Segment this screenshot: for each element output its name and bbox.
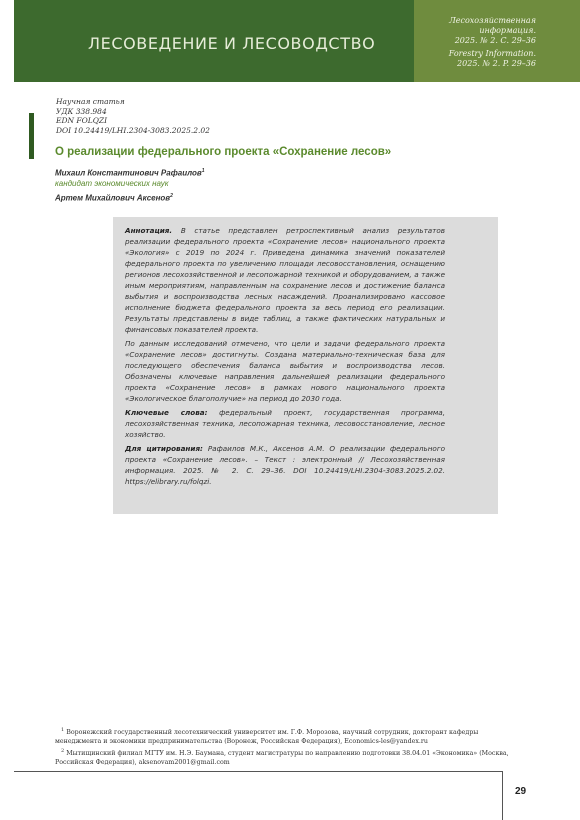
- journal-info: [414, 16, 536, 69]
- abstract-content: [125, 225, 445, 490]
- author-2-name: Артем Михайлович Аксенов: [55, 193, 171, 203]
- keywords-text: федеральный проект, государственная программа, лесохозяйственная техника, лесопожарная техника, лесовосстановление, лесное хозяйство.: [125, 408, 445, 439]
- footnote-1-text: Воронежский государственный лесотехнический университет им. Г.Ф. Морозова, научный сотрудник, докторант кафедры менеджмента и экономики предпринимательства (Воронеж, Российская Федерация), Economics-les@yandex.ru: [55, 729, 479, 746]
- abstract-label: Аннотация.: [125, 226, 173, 235]
- article-meta: [56, 97, 210, 135]
- footnote-2: [55, 747, 515, 768]
- udk: УДК 338.984: [56, 106, 107, 116]
- footnote-2-text: Мытищинский филиал МГТУ им. Н.Э. Баумана, студент магистратуры по направлению подготовки 38.04.01 «Экономика» (Москва, Российская Федерация), aksenovam2001@gmail.com: [55, 749, 509, 767]
- author-2: [55, 193, 173, 203]
- page-number-rule: [502, 771, 503, 820]
- journal-en-line1: Forestry Information.: [448, 49, 536, 58]
- abstract-text-1: В статье представлен ретроспективный анализ результатов реализации федерального проекта «Сохранение лесов» национального проекта «Экология» с 2019 по 2024 г. Приведена динамика значений показателей федерального проекта по увеличению площади лесовосстановления, оснащению регионов лесохозяйственной и лесопожарной техникой и оборудованием, а также иным мероприятиям, направленным на сохранение лесов и достижение баланса выбытия и воспроизводства лесных насаждений. Проанализировано кассовое исполнение бюджета федерального проекта за весь период его реализации. Результаты представлены в виде таблиц, а также фактических натуральных и финансовых показателей проекта.: [125, 226, 445, 334]
- footer-rule: [14, 771, 502, 772]
- page-number: 29: [515, 786, 527, 797]
- abstract-box: [113, 217, 498, 514]
- author-1-name: Михаил Константинович Рафаилов: [55, 168, 202, 178]
- author-1-sup: 1: [201, 168, 205, 174]
- journal-ru-line1: Лесохозяйственная информация.: [449, 16, 536, 35]
- article-type: Научная статья: [56, 97, 125, 106]
- journal-ru-line2: 2025. № 2. С. 29–36: [454, 36, 536, 45]
- citation: [125, 443, 445, 487]
- abstract-para-1: [125, 225, 445, 335]
- keywords: [125, 407, 445, 440]
- footnotes: [55, 726, 515, 767]
- footnote-1-num: 1: [61, 727, 65, 733]
- journal-info-panel: [414, 0, 580, 82]
- article-title: О реализации федерального проекта «Сохранение лесов»: [55, 146, 392, 158]
- footnote-2-num: 2: [61, 747, 65, 754]
- abstract-para-2: По данным исследований отмечено, что цели и задачи федерального проекта «Сохранение лесов» достигнуты. Создана материально-техническая база для последующего обеспечения баланса выбытия и воспроизводства лесов. Обозначены ключевые направления дальнейшей реализации федерального проекта «Сохранение лесов» в рамках нового национального проекта «Экологическое благополучие» на период до 2030 года.: [125, 339, 445, 403]
- doi: DOI 10.24419/LHI.2304-3083.2025.2.02: [56, 125, 210, 135]
- author-1: [55, 168, 205, 178]
- author-2-sup: 2: [170, 193, 173, 199]
- citation-text: Рафаилов М.К., Аксенов А.М. О реализации федерального проекта «Сохранение лесов». – Текст : электронный // Лесохозяйственная информация. 2025. № 2. С. 29–36. DOI 10.24419/LHI.2304-3083.2025.2.02. https://elibrary.ru/folqzi.: [125, 444, 445, 486]
- footnote-1: [55, 726, 515, 747]
- section-title: ЛЕСОВЕДЕНИЕ И ЛЕСОВОДСТВО: [88, 34, 376, 53]
- author-1-degree: кандидат экономических наук: [55, 179, 169, 188]
- citation-label: Для цитирования:: [125, 444, 203, 453]
- keywords-label: Ключевые слова:: [125, 408, 208, 417]
- side-accent-mark: [29, 113, 34, 159]
- journal-en-line2: 2025. № 2. P. 29–36: [457, 59, 536, 68]
- edn: EDN FOLQZI: [56, 116, 108, 125]
